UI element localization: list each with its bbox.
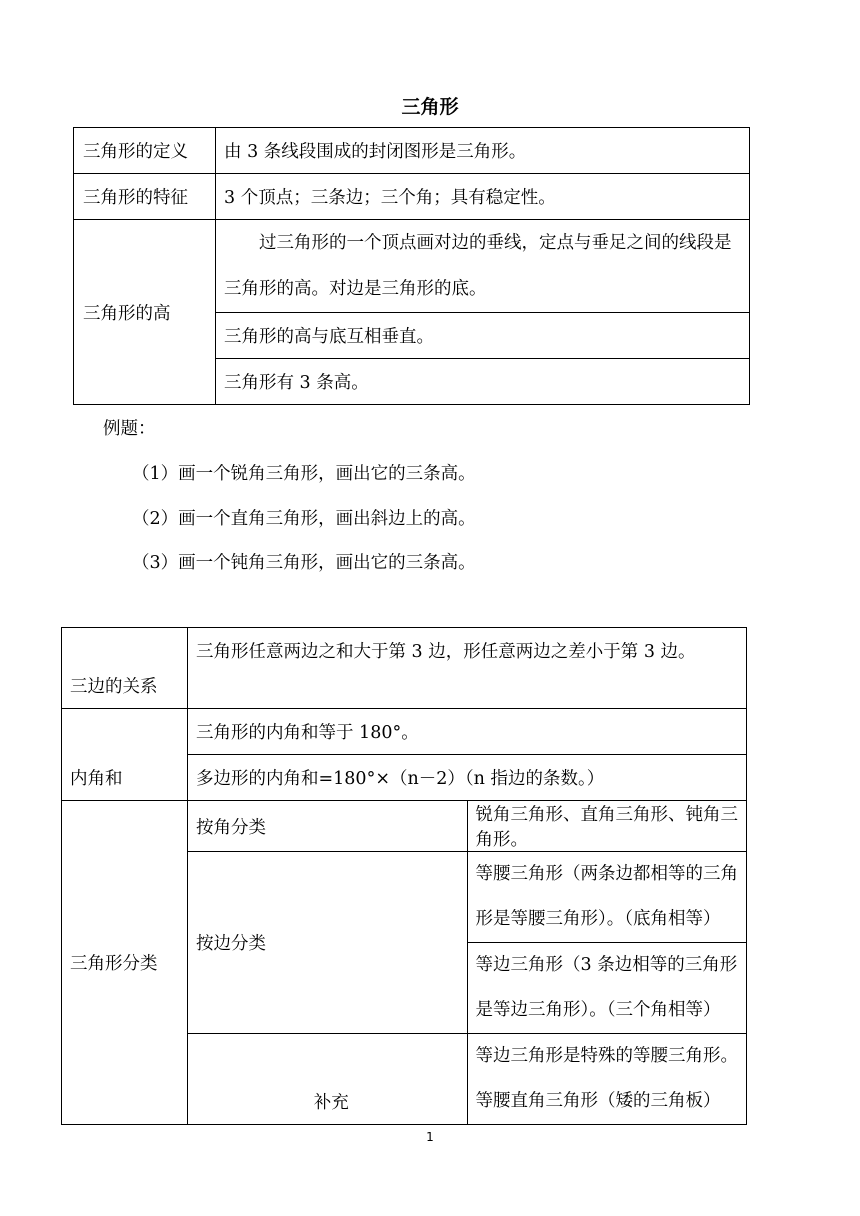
page-title: 三角形 [401,96,459,118]
supplement-label: 补充 [188,1034,468,1125]
classify-label: 三角形分类 [62,801,188,1125]
sides-text: 三角形任意两边之和大于第 3 边，形任意两边之差小于第 3 边。 [188,628,747,709]
triangle-properties-table [61,627,747,1125]
height-label: 三角形的高 [74,220,216,405]
examples-heading: 例题： [103,419,156,439]
definition-text: 由 3 条线段围成的封闭图形是三角形。 [216,128,750,174]
supplement-text [467,1034,747,1125]
height-text-1: 过三角形的一个顶点画对边的垂线，定点与垂足之间的线段是三角形的高。对边是三角形的底。 [216,220,750,313]
example-item-2: （2）画一个直角三角形，画出斜边上的高。 [132,509,476,529]
feature-text: 3 个顶点；三条边；三个角；具有稳定性。 [216,174,750,220]
example-item-1: （1）画一个锐角三角形，画出它的三条高。 [132,464,476,484]
angle-sum-label: 内角和 [62,709,188,801]
by-side-label: 按边分类 [188,852,468,1034]
table-row [74,128,750,174]
table-row [62,709,747,755]
height-text-2: 三角形的高与底互相垂直。 [216,313,750,359]
angle-sum-text-1: 三角形的内角和等于 180°。 [188,709,747,755]
by-angle-text: 锐角三角形、直角三角形、钝角三角形。 [467,801,747,852]
isosceles-text: 等腰三角形（两条边都相等的三角形是等腰三角形）。（底角相等） [467,852,747,943]
height-text-3: 三角形有 3 条高。 [216,359,750,405]
by-angle-label: 按角分类 [188,801,468,852]
supplement-text-1: 等边三角形是特殊的等腰三角形。 [475,1046,738,1066]
page-number: 1 [426,1130,434,1144]
table-row [62,801,747,852]
equilateral-text: 等边三角形（3 条边相等的三角形是等边三角形）。（三个角相等） [467,943,747,1034]
triangle-basics-table [73,127,750,405]
feature-label: 三角形的特征 [74,174,216,220]
table-row [74,174,750,220]
angle-sum-text-2: 多边形的内角和=180°×（n－2）（n 指边的条数。） [188,755,747,801]
sides-label: 三边的关系 [62,628,188,709]
table-row [74,220,750,313]
example-item-3: （3）画一个钝角三角形，画出它的三条高。 [132,553,476,573]
definition-label: 三角形的定义 [74,128,216,174]
table-row [62,628,747,709]
supplement-text-2: 等腰直角三角形（矮的三角板） [475,1091,721,1111]
